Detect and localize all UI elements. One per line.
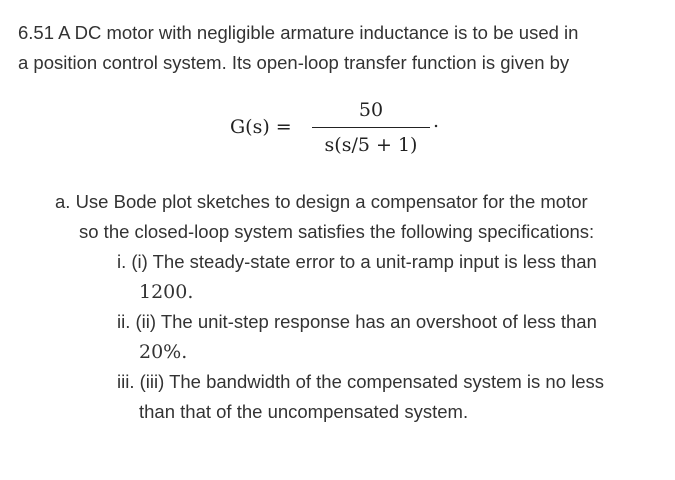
spec-item-3-line-1: iii. (iii) The bandwidth of the compensated system is no less [117, 371, 605, 392]
spec-item-1-line-2: 1200. [139, 281, 194, 303]
spec-item-2 [117, 307, 667, 367]
spec-item-3 [117, 367, 667, 427]
problem-line-1: 6.51 A DC motor with negligible armature inductance is to be used in [18, 22, 579, 43]
spec-item-2-line-1: ii. (ii) The unit-step response has an overshoot of less than [117, 311, 597, 332]
part-a-line-1: a. Use Bode plot sketches to design a compensator for the motor [55, 191, 588, 212]
transfer-function-equation [230, 96, 450, 166]
equation-numerator: 50 [358, 99, 384, 121]
spec-item-2-line-2: 20%. [139, 341, 188, 363]
part-a [55, 187, 655, 247]
spec-item-1-line-1: i. (i) The steady-state error to a unit-ramp input is less than [117, 251, 597, 272]
part-a-line-2: so the closed-loop system satisfies the following specifications: [79, 221, 595, 242]
equation-period: . [433, 110, 440, 132]
fraction-bar [312, 127, 430, 128]
problem-statement [18, 18, 668, 78]
spec-item-3-line-2: than that of the uncompensated system. [139, 401, 469, 422]
equation-denominator: s(s/5 + 1) [324, 134, 418, 157]
equation-fraction [312, 96, 430, 159]
equation-lhs: G(s) = [230, 116, 292, 138]
specification-list [117, 247, 667, 427]
problem-line-2: a position control system. Its open-loop transfer function is given by [18, 52, 570, 73]
spec-item-1 [117, 247, 667, 307]
